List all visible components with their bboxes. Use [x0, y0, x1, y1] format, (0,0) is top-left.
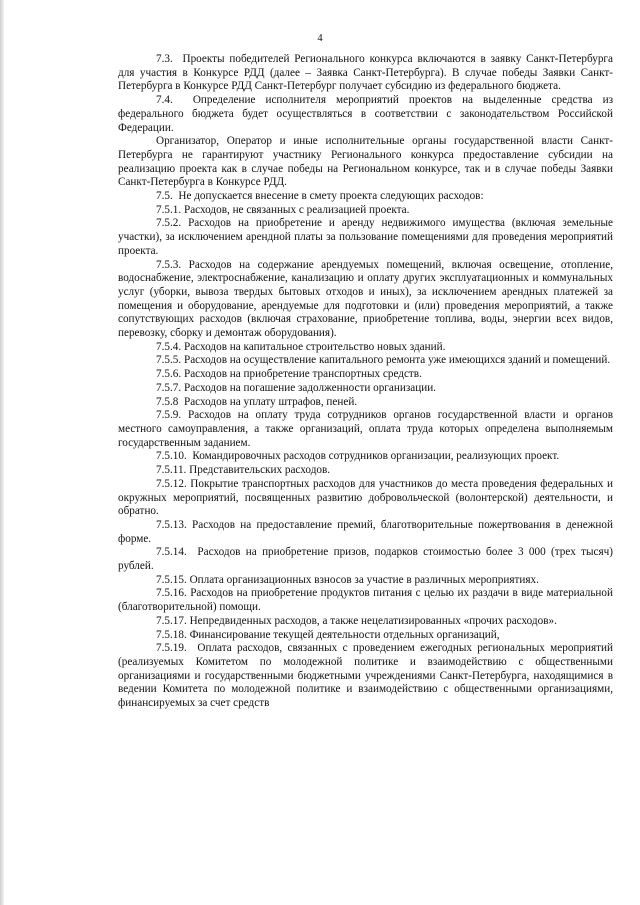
document-body — [118, 53, 613, 711]
paragraph-7-5-9: 7.5.9. Расходов на оплату труда сотрудников органов государственной власти и органов местного самоуправления, а также организаций, оплата труда которых определена выполняемым государственным заданием. — [118, 409, 613, 449]
scan-edge-shadow — [0, 0, 4, 905]
paragraph-7-5-1: 7.5.1. Расходов, не связанных с реализацией проекта. — [156, 203, 410, 216]
paragraph-7-5-13: 7.5.13. Расходов на предоставление премий, благотворительные пожертвования в денежной форме. — [118, 518, 613, 545]
paragraph-7-5-11: 7.5.11. Представительских расходов. — [156, 464, 331, 477]
paragraph-7-5-8: 7.5.8 Расходов на уплату штрафов, пеней. — [156, 395, 358, 408]
paragraph-7-5-17: 7.5.17. Непредвиденных расходов, а также нецелатизированных «прочих расходов». — [156, 614, 557, 627]
paragraph-7-5-3: 7.5.3. Расходов на содержание арендуемых помещений, включая освещение, отопление, водоснабжение, электроснабжение, канализацию и оплату других эксплуатационных и коммунальных услуг (уборки, вывоза твердых бытовых отходов и иных), за исключением арендных платежей за помещения и оборудование, арендуемые для подготовки и (или) проведения мероприятий, а также сопутствующих расходов (включая страхование, приобретение топлива, воды, энергии всех видов, перевозку, сборку и демонтаж оборудования). — [118, 258, 613, 340]
paragraph-7-5-12: 7.5.12. Покрытие транспортных расходов для участников до места проведения федеральных и окружных мероприятий, посвященных развитию добровольческой (волонтерской) деятельности, и обратно. — [118, 477, 613, 518]
paragraph-7-5-19: 7.5.19. Оплата расходов, связанных с проведением ежегодных региональных мероприятий (реализуемых Комитетом по молодежной политике и взаимодействию с общественными организациями и государственными бюджетными учреждениями Санкт-Петербурга, находящимися в ведении Комитета по молодежной политике и взаимодействию с общественными организациями, финансируемых за счет средств — [118, 642, 613, 710]
paragraph-7-5-10: 7.5.10. Командировочных расходов сотрудников организации, реализующих проект. — [156, 450, 560, 463]
paragraph-7-5-7: 7.5.7. Расходов на погашение задолженности организации. — [156, 381, 436, 394]
paragraph-7-4: 7.4. Определение исполнителя мероприятий проектов на выделенные средства из федерального бюджета будет осуществляться в соответствии с законодательством Российской Федерации. — [118, 94, 613, 134]
paragraph-7-5-15: 7.5.15. Оплата организационных взносов за участие в различных мероприятиях. — [156, 573, 539, 586]
paragraph-7-5-18: 7.5.18. Финансирование текущей деятельности отдельных организаций, — [156, 628, 500, 641]
paragraph-7-5-6: 7.5.6. Расходов на приобретение транспортных средств. — [156, 368, 422, 381]
paragraph-7-5-2: 7.5.2. Расходов на приобретение и аренду недвижимого имущества (включая земельные участки), за исключением арендной платы за пользование помещениями для проведения мероприятий проекта. — [118, 217, 613, 257]
page-number: 4 — [317, 33, 323, 44]
paragraph-7-5-14: 7.5.14. Расходов на приобретение призов, подарков стоимостью более 3 000 (трех тысяч) рублей. — [118, 546, 613, 573]
paragraph-7-5-16: 7.5.16. Расходов на приобретение продуктов питания с целью их раздачи в виде материальной (благотворительной) помощи. — [118, 587, 613, 614]
paragraph-organizer-note: Организатор, Оператор и иные исполнительные органы государственной власти Санкт-Петербурга не гарантируют участнику Регионального конкурса предоставление субсидии на реализацию проекта как в случае победы на Региональном конкурсе, так и в случае победы Заявки Санкт-Петербурга в Конкурсе РДД. — [118, 135, 613, 189]
paragraph-7-5-4: 7.5.4. Расходов на капитальное строительство новых зданий. — [156, 340, 446, 353]
paragraph-7-5-5: 7.5.5. Расходов на осуществление капитального ремонта уже имеющихся зданий и помещений. — [156, 354, 611, 367]
paragraph-7-3: 7.3. Проекты победителей Регионального конкурса включаются в заявку Санкт-Петербурга для участия в Конкурсе РДД (далее – Заявка Санкт-Петербурга). В случае победы Заявки Санкт-Петербурга в Конкурсе РДД Санкт-Петербург получает субсидию из федерального бюджета. — [118, 53, 613, 93]
paragraph-7-5: 7.5. Не допускается внесение в смету проекта следующих расходов: — [156, 190, 484, 203]
